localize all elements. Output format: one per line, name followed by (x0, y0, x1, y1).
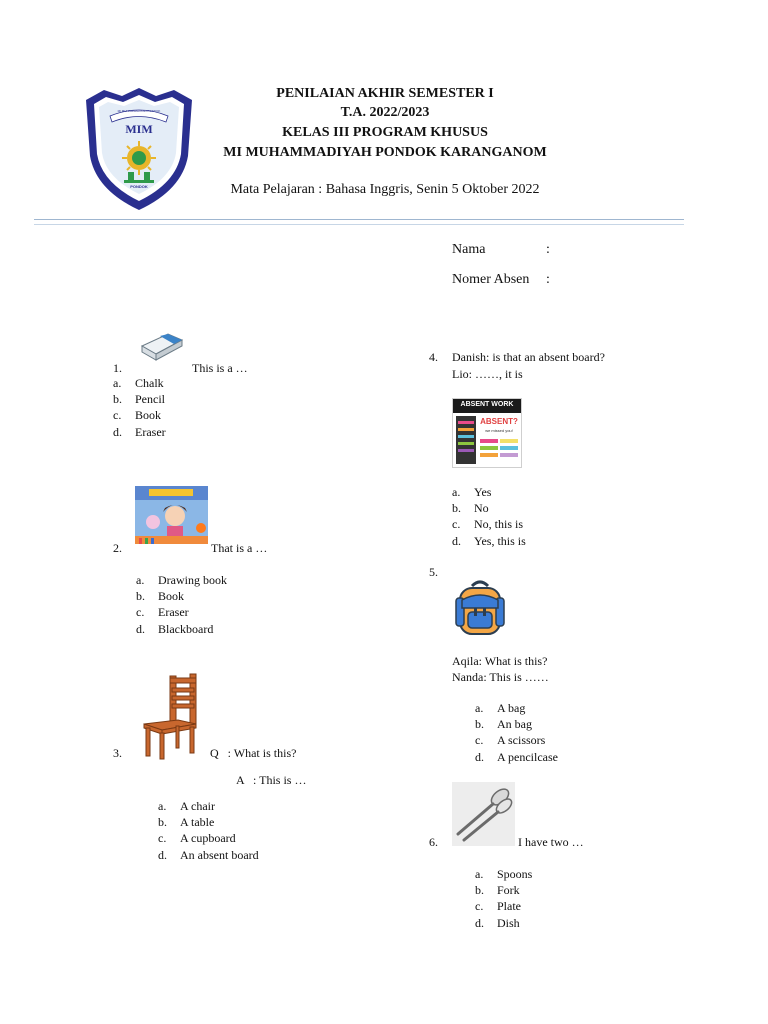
chair-image (138, 672, 200, 760)
backpack-image (452, 580, 508, 638)
question-6-number: 6. (429, 835, 438, 849)
school-logo (84, 86, 194, 212)
question-3-a-line: A : This is … (236, 773, 307, 787)
question-2-stem: That is a … (211, 541, 268, 555)
question-5-line-2: Nanda: This is …… (452, 670, 549, 684)
shield-icon (84, 86, 194, 212)
question-3-number: 3. (113, 746, 122, 760)
question-5-line-1: Aqila: What is this? (452, 654, 548, 668)
question-3-q-line: Q : What is this? (210, 746, 297, 760)
question-1-stem: This is a … (192, 361, 248, 375)
exam-title: PENILAIAN AKHIR SEMESTER I (276, 86, 494, 101)
question-5-number: 5. (429, 565, 438, 579)
logo-abbr: MIM (125, 122, 153, 136)
absen-field[interactable] (452, 272, 550, 288)
academic-year: T.A. 2022/2023 (340, 105, 430, 120)
question-6-stem: I have two … (518, 835, 584, 849)
absent-board-sub: we missed you! (485, 428, 513, 433)
absen-colon: : (546, 272, 550, 287)
header-divider (34, 219, 684, 220)
question-4-line-2: Lio: ……, it is (452, 367, 523, 381)
school-name: MI MUHAMMADIYAH PONDOK KARANGANOM (223, 145, 547, 160)
name-label: Nama (452, 242, 486, 257)
question-2-number: 2. (113, 541, 122, 555)
logo-bottom-text: PONDOK (130, 184, 148, 189)
logo-top-text: MI MUHAMMADIYAH PONDOK (117, 109, 161, 113)
absent-board-title: ABSENT WORK (460, 401, 514, 408)
subject-line: Mata Pelajaran : Bahasa Inggris, Senin 5 Oktober 2022 (230, 182, 540, 197)
header-divider-2 (34, 224, 684, 225)
question-1-number: 1. (113, 361, 122, 375)
absen-label: Nomer Absen (452, 272, 530, 287)
question-4-line-1: Danish: is that an absent board? (452, 350, 605, 364)
class-name: KELAS III PROGRAM KHUSUS (282, 125, 488, 140)
name-colon: : (546, 242, 550, 257)
spoons-image (452, 782, 515, 846)
drawing-book-image (135, 486, 208, 544)
eraser-image (138, 326, 186, 362)
absent-board-image (452, 398, 522, 468)
absent-board-headline: ABSENT? (480, 417, 518, 426)
name-field[interactable] (452, 242, 550, 258)
question-4-number: 4. (429, 350, 438, 364)
